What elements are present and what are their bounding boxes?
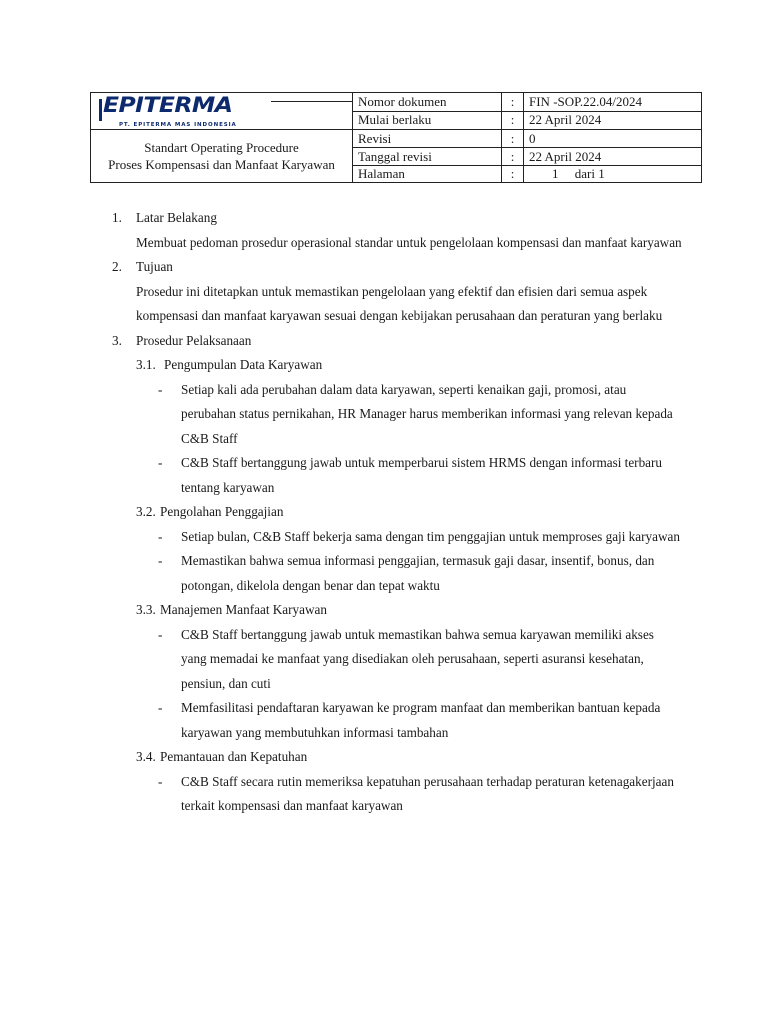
subsection-title: Pengolahan Penggajian [160, 504, 284, 519]
revision-value: 0 [524, 130, 702, 148]
effective-date-label: Mulai berlaku [353, 111, 502, 130]
bullet-dash: - [158, 700, 163, 715]
effective-date-value: 22 April 2024 [524, 111, 702, 130]
revision-date-sep: : [502, 148, 524, 166]
page-sep: : [502, 166, 524, 183]
subsection-title: Manajemen Manfaat Karyawan [160, 602, 327, 617]
revision-date-value: 22 April 2024 [524, 148, 702, 166]
list-item [112, 525, 682, 550]
subsection-heading [112, 500, 682, 525]
company-logo [91, 93, 353, 130]
bullet-text: Memastikan bahwa semua informasi penggajian, termasuk gaji dasar, insentif, bonus, dan potongan, dikelola dengan benar dan tepat waktu [181, 553, 655, 593]
section-heading [112, 206, 682, 231]
section-number: 3. [112, 332, 122, 348]
subsection-number: 3.2. [136, 504, 156, 519]
doc-number-sep: : [502, 93, 524, 112]
bullet-dash: - [158, 381, 163, 397]
bullet-text: C&B Staff bertanggung jawab untuk memastikan bahwa semua karyawan memiliki akses yang memadai ke manfaat yang disediakan oleh perusahaan, seperti asuransi kesehatan, pensiun, dan cuti [181, 626, 654, 691]
subsection-heading [112, 745, 682, 770]
doc-number-value: FIN -SOP.22.04/2024 [524, 93, 702, 112]
logo-divider [271, 101, 352, 102]
subsection-number: 3.4. [136, 749, 156, 764]
page-value: 1 dari 1 [524, 166, 702, 183]
bullet-dash: - [158, 528, 163, 544]
bullet-text: Memfasilitasi pendaftaran karyawan ke program manfaat dan memberikan bantuan kepada karyawan yang membutuhkan informasi tambahan [181, 700, 661, 740]
section-heading [112, 255, 682, 280]
page-label: Halaman [353, 166, 502, 183]
document-body [112, 206, 682, 819]
sop-title-line1: Standart Operating Procedure [144, 140, 299, 155]
bullet-dash: - [158, 553, 163, 568]
section-title: Latar Belakang [136, 210, 217, 225]
subsection-heading [112, 598, 682, 623]
bullet-text: Setiap bulan, C&B Staff bekerja sama dengan tim penggajian untuk memproses gaji karyawan [181, 528, 680, 544]
logo-subtitle: PT. EPITERMA MAS INDONESIA [119, 122, 237, 128]
bullet-dash: - [158, 626, 163, 642]
list-item [112, 696, 682, 745]
section-number: 2. [112, 259, 122, 274]
effective-date-sep: : [502, 111, 524, 130]
revision-label: Revisi [353, 130, 502, 148]
subsection-title: Pemantauan dan Kepatuhan [160, 749, 308, 764]
list-item [112, 623, 682, 697]
list-item [112, 378, 682, 452]
bullet-text: Setiap kali ada perubahan dalam data karyawan, seperti kenaikan gaji, promosi, atau perubahan status pernikahan, HR Manager harus memberikan informasi yang relevan kepada C&B Staff [181, 381, 673, 446]
sop-title-line2: Proses Kompensasi dan Manfaat Karyawan [108, 157, 335, 172]
section-number: 1. [112, 210, 122, 225]
list-item [112, 451, 682, 500]
sop-title [91, 130, 353, 183]
list-item [112, 770, 682, 819]
subsection-number: 3.1. [136, 357, 156, 372]
section-heading [112, 329, 682, 354]
subsection-number: 3.3. [136, 602, 156, 617]
bullet-dash: - [158, 455, 163, 470]
subsection-title: Pengumpulan Data Karyawan [164, 357, 323, 372]
section-paragraph: Prosedur ini ditetapkan untuk memastikan pengelolaan yang efektif dan efisien dari semua aspek kompensasi dan manfaat karyawan sesuai dengan kebijakan perusahaan dan peraturan yang berlaku [136, 283, 663, 323]
logo-wordmark: EPITERMA [103, 93, 233, 117]
revision-sep: : [502, 130, 524, 148]
list-item [112, 549, 682, 598]
document-header-table [90, 92, 702, 183]
bullet-text: C&B Staff bertanggung jawab untuk memperbarui sistem HRMS dengan informasi terbaru tentang karyawan [181, 455, 663, 495]
section-title: Tujuan [136, 259, 173, 274]
doc-number-label: Nomor dokumen [353, 93, 502, 112]
logo-mark [99, 99, 102, 121]
bullet-text: C&B Staff secara rutin memeriksa kepatuhan perusahaan terhadap peraturan ketenagakerjaan terkait kompensasi dan manfaat karyawan [181, 773, 674, 813]
section-paragraph: Membuat pedoman prosedur operasional standar untuk pengelolaan kompensasi dan manfaat karyawan [136, 234, 682, 250]
subsection-heading [112, 353, 682, 378]
section-title: Prosedur Pelaksanaan [136, 332, 252, 348]
revision-date-label: Tanggal revisi [353, 148, 502, 166]
bullet-dash: - [158, 773, 163, 789]
